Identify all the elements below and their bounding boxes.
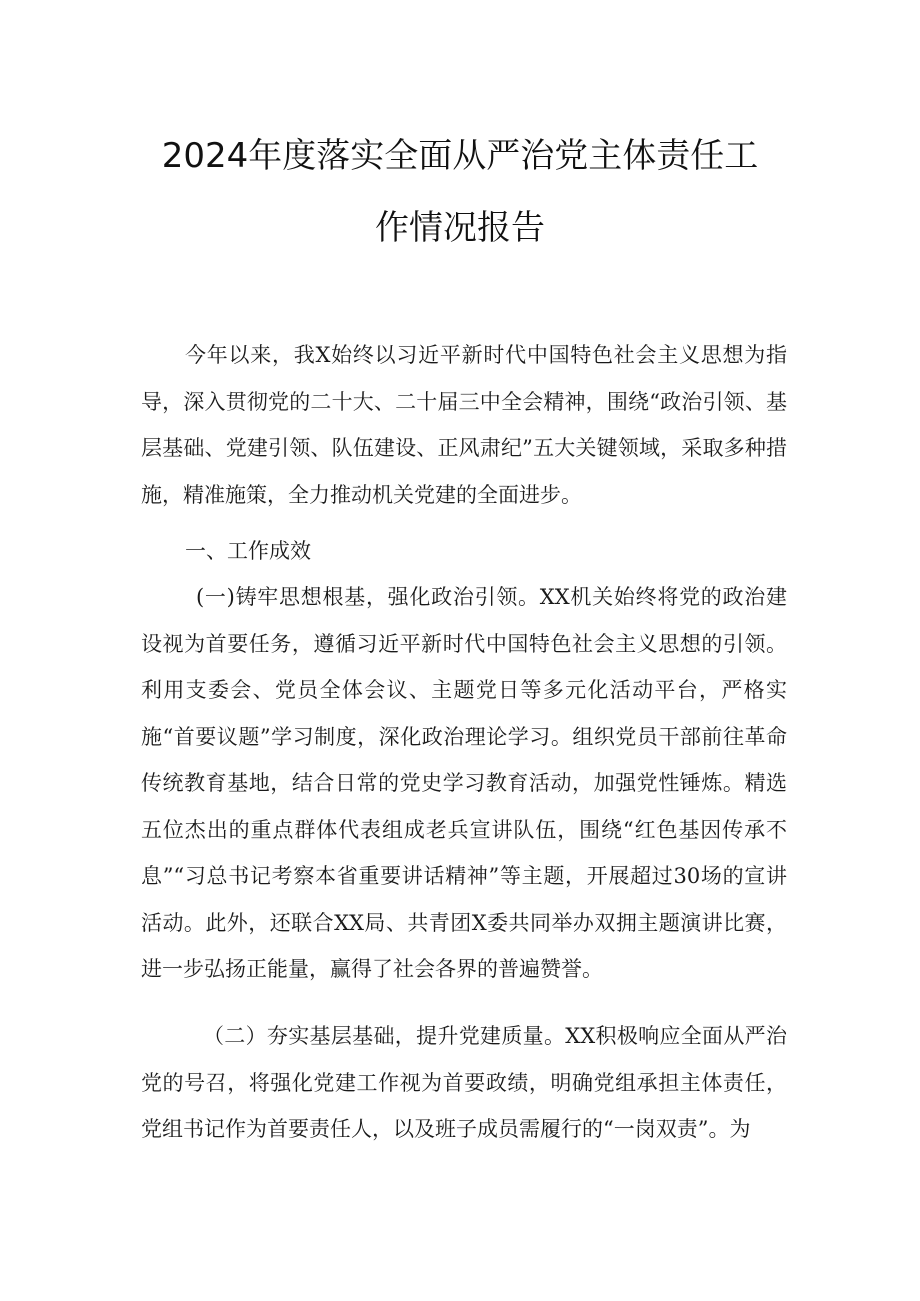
document-title-line-2: 作情况报告 (375, 208, 545, 248)
paragraph-item-2-grassroots-foundation: （二）夯实基层基础，提升党建质量。XX积极响应全面从严治党的号召，将强化党建工作视为首要政绩，明确党组承担主体责任，党组书记作为首要责任人，以及班子成员需履行的“一岗双责”。为 (141, 1024, 787, 1141)
intro-paragraph: 今年以来，我X始终以习近平新时代中国特色社会主义思想为指导，深入贯彻党的二十大、二十届三中全会精神，围绕“政治引领、基层基础、党建引领、队伍建设、正风肃纪”五大关键领域，采取多种措施，精准施策，全力推动机关党建的全面进步。 (141, 343, 787, 507)
paragraph-item-1-political-leadership: (一)铸牢思想根基，强化政治引领。XX机关始终将党的政治建设视为首要任务，遵循习近平新时代中国特色社会主义思想的引领。利用支委会、党员全体会议、主题党日等多元化活动平台，严格实施“首要议题”学习制度，深化政治理论学习。组织党员干部前往革命传统教育基地，结合日常的党史学习教育活动，加强党性锤炼。精选五位杰出的重点群体代表组成老兵宣讲队伍，围绕“红色基因传承不息”“习总书记考察本省重要讲话精神”等主题，开展超过30场的宣讲活动。此外，还联合XX局、共青团X委共同举办双拥主题演讲比赛，进一步弘扬正能量，赢得了社会各界的普遍赞誉。 (141, 585, 787, 981)
section-heading-work-results: 一、工作成效 (185, 539, 311, 563)
document-title-line-1: 2024年度落实全面从严治党主体责任工 (161, 136, 759, 176)
